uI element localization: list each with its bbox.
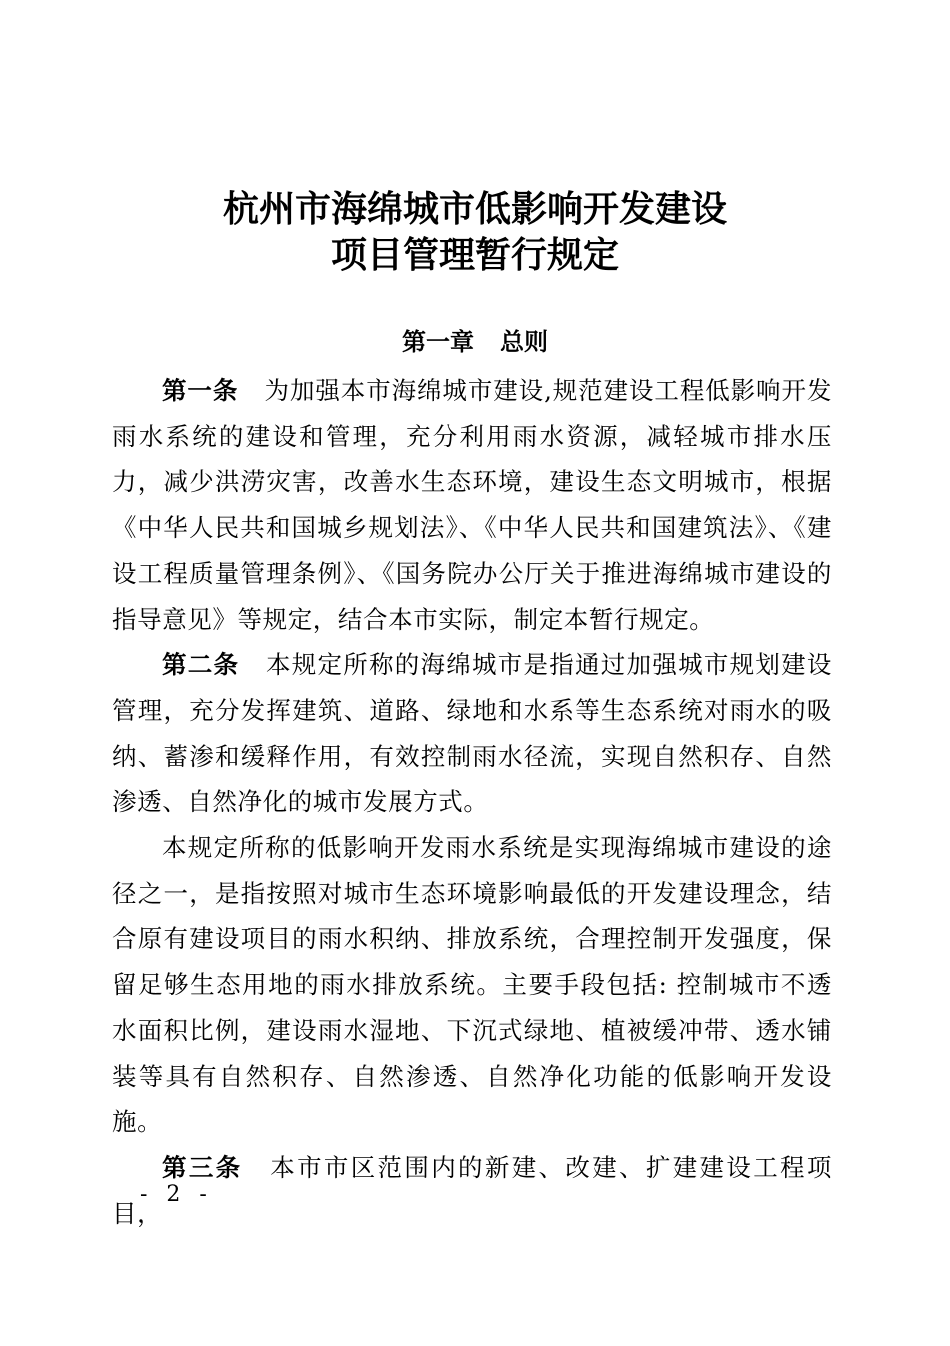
document-title-line-2: 项目管理暂行规定 (330, 235, 619, 276)
article-1-label: 第一条 (162, 376, 239, 405)
page-number: - 2 - (140, 1182, 213, 1207)
article-1-text: 为加强本市海绵城市建设,规范建设工程低影响开发雨水系统的建设和管理，充分利用雨水资源，减轻城市排水压力，减少洪涝灾害，改善水生态环境，建设生态文明城市，根据《中华人民共和国城乡规划法》、《中华人民共和国建筑法》、《建设工程质量管理条例》、《国务院办公厅关于推进海绵城市建设的指导意见》等规定，结合本市实际，制定本暂行规定。 (112, 376, 832, 634)
article-2 (112, 642, 832, 825)
document-body (112, 368, 832, 1236)
chapter-name: 总则 (500, 328, 548, 356)
article-3-label: 第三条 (162, 1152, 243, 1182)
article-2-paragraph-2: 本规定所称的低影响开发雨水系统是实现海绵城市建设的途径之一，是指按照对城市生态环境影响最低的开发建设理念，结合原有建设项目的雨水积纳、排放系统，合理控制开发强度，保留足够生态用地的雨水排放系统。主要手段包括: 控制城市不透水面积比例，建设雨水湿地、下沉式绿地、植被缓冲带、透水铺装等具有自然积存、自然渗透、自然净化功能的低影响开发设施。 (112, 833, 832, 1137)
article-3 (112, 1145, 832, 1236)
article-2-label: 第二条 (162, 650, 240, 680)
chapter-heading (0, 324, 950, 360)
chapter-number: 第一章 (402, 328, 474, 356)
article-1 (112, 368, 832, 642)
article-2-text: 本规定所称的海绵城市是指通过加强城市规划建设管理，充分发挥建筑、道路、绿地和水系等生态系统对雨水的吸纳、蓄渗和缓释作用，有效控制雨水径流，实现自然积存、自然渗透、自然净化的城市发展方式。 (112, 650, 832, 817)
article-3-text: 本市市区范围内的新建、改建、扩建建设工程项目， (112, 1152, 832, 1228)
document-title-line-1: 杭州市海绵城市低影响开发建设 (222, 189, 727, 230)
